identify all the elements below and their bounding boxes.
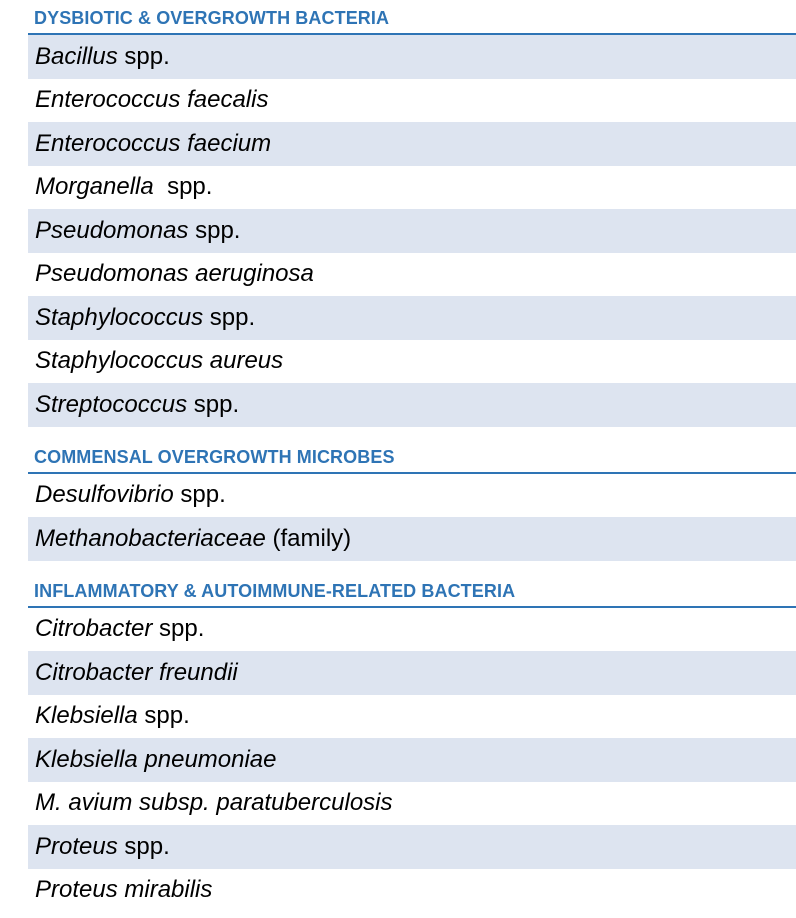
organism-name: Streptococcus xyxy=(35,390,188,418)
list-item xyxy=(28,651,796,695)
organism-name: Pseudomonas aeruginosa xyxy=(35,260,314,288)
list-item xyxy=(28,825,796,869)
organism-qualifier: spp. xyxy=(188,216,241,244)
organism-qualifier: spp. xyxy=(152,615,205,643)
section-dysbiotic-overgrowth xyxy=(0,0,796,427)
section-title: INFLAMMATORY & AUTOIMMUNE-RELATED BACTERIA xyxy=(34,580,516,601)
organism-name: Klebsiella pneumoniae xyxy=(35,745,277,773)
organism-name: Proteus mirabilis xyxy=(35,876,213,904)
list-item xyxy=(28,79,796,123)
organism-name: Staphylococcus xyxy=(35,303,204,331)
list-item xyxy=(28,782,796,826)
organism-qualifier: spp. xyxy=(117,42,170,70)
organism-name: Enterococcus faecalis xyxy=(35,86,269,114)
section-title: DYSBIOTIC & OVERGROWTH BACTERIA xyxy=(34,8,390,28)
organism-name: Klebsiella xyxy=(35,702,138,730)
list-item xyxy=(28,869,796,913)
list-item xyxy=(28,166,796,210)
organism-name: Morganella xyxy=(35,173,154,201)
list-item xyxy=(28,122,796,166)
list-item xyxy=(28,517,796,561)
organism-name: Methanobacteriaceae xyxy=(35,524,266,552)
organism-name: Bacillus xyxy=(35,42,118,70)
organism-name: M. avium subsp. paratuberculosis xyxy=(35,789,393,817)
list-item xyxy=(28,474,796,518)
organism-name: Enterococcus faecium xyxy=(35,129,272,157)
organism-name: Staphylococcus aureus xyxy=(35,347,284,375)
organism-qualifier: spp. xyxy=(117,832,170,860)
section-title: COMMENSAL OVERGROWTH MICROBES xyxy=(34,446,395,467)
organism-name: Citrobacter xyxy=(35,615,153,643)
list-item xyxy=(28,738,796,782)
organism-qualifier: spp. xyxy=(173,481,226,509)
organism-name: Pseudomonas xyxy=(35,216,189,244)
organism-qualifier: spp. xyxy=(153,173,213,201)
section-commensal-overgrowth xyxy=(0,427,796,561)
section-header xyxy=(28,0,796,35)
list-item xyxy=(28,608,796,652)
organism-name: Desulfovibrio xyxy=(35,481,174,509)
organism-name: Proteus xyxy=(35,832,118,860)
list-item xyxy=(28,209,796,253)
list-item xyxy=(28,340,796,384)
list-item xyxy=(28,383,796,427)
list-item xyxy=(28,253,796,297)
section-inflammatory-autoimmune xyxy=(0,561,796,913)
organism-name: Citrobacter freundii xyxy=(35,658,238,686)
organism-qualifier: (family) xyxy=(265,524,352,552)
organism-qualifier: spp. xyxy=(187,390,240,418)
list-item xyxy=(28,35,796,79)
organism-qualifier: spp. xyxy=(203,303,256,331)
section-header xyxy=(28,427,796,474)
section-header xyxy=(28,561,796,608)
list-item xyxy=(28,695,796,739)
organism-qualifier: spp. xyxy=(137,702,190,730)
list-item xyxy=(28,296,796,340)
